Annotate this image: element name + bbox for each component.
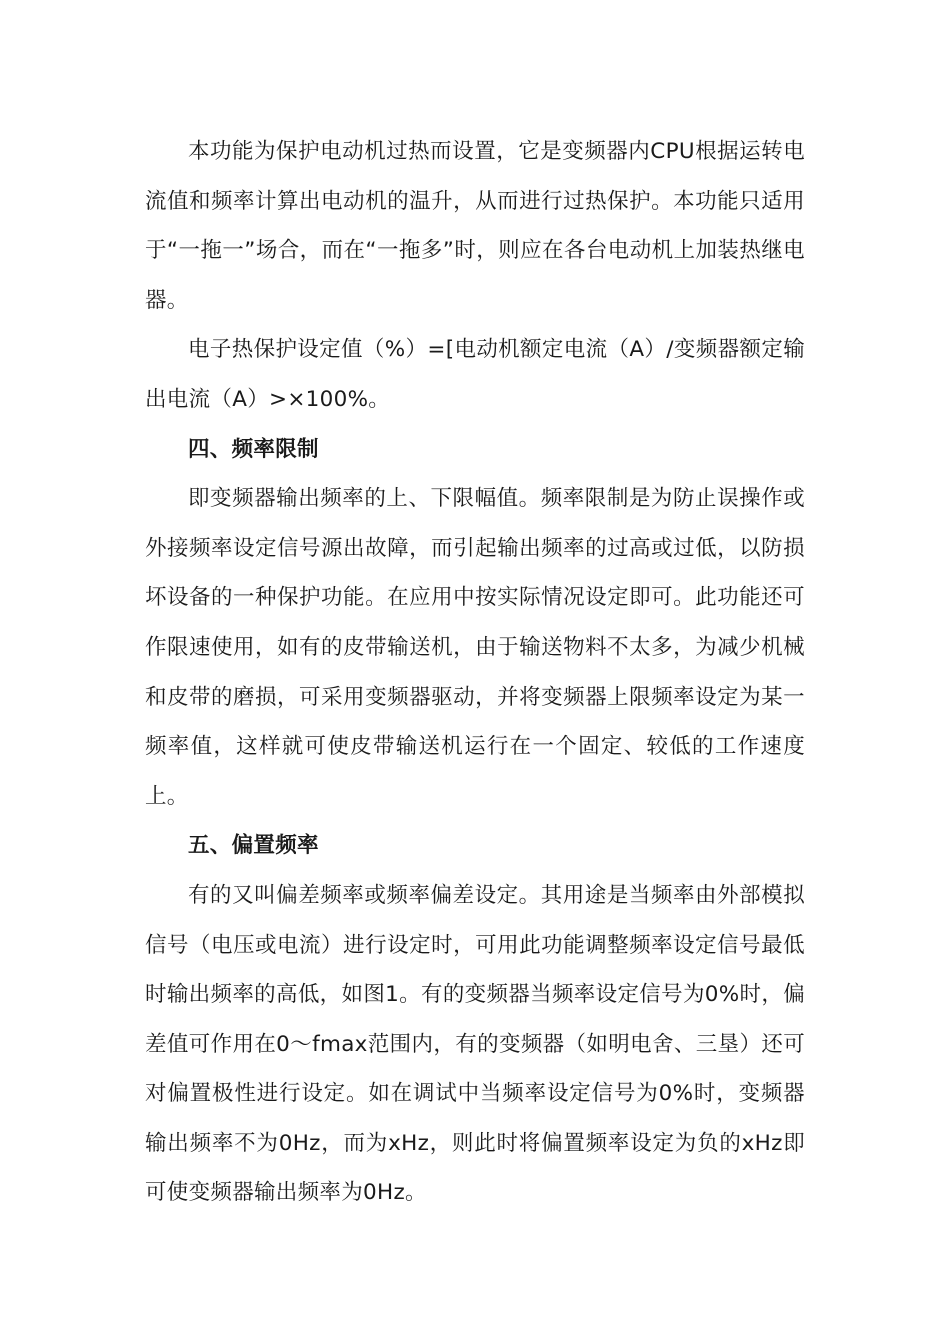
section-heading-frequency-limit: 四、频率限制 (188, 436, 319, 462)
paragraph-thermal-setting-formula: 电子热保护设定值（%）=[电动机额定电流（A）/变频器额定输出电流（A）>×100%。 (145, 337, 805, 412)
paragraph-bias-frequency: 有的又叫偏差频率或频率偏差设定。其用途是当频率由外部模拟信号（电压或电流）进行设定时，可用此功能调整频率设定信号最低时输出频率的高低，如图1。有的变频器当频率设定信号为0%时，偏差值可作用在0～fmax范围内，有的变频器（如明电舍、三垦）还可对偏置极性进行设定。如在调试中当频率设定信号为0%时，变频器输出频率不为0Hz，而为xHz，则此时将偏置频率设定为负的xHz即可使变频器输出频率为0Hz。 (145, 882, 805, 1206)
paragraph-overheat-protection: 本功能为保护电动机过热而设置，它是变频器内CPU根据运转电流值和频率计算出电动机的温升，从而进行过热保护。本功能只适用于“一拖一”场合，而在“一拖多”时，则应在各台电动机上加装热继电器。 (145, 139, 805, 313)
document-body (145, 127, 805, 1218)
paragraph-frequency-limit: 即变频器输出频率的上、下限幅值。频率限制是为防止误操作或外接频率设定信号源出故障，而引起输出频率的过高或过低，以防损坏设备的一种保护功能。在应用中按实际情况设定即可。此功能还可作限速使用，如有的皮带输送机，由于输送物料不太多，为减少机械和皮带的磨损，可采用变频器驱动，并将变频器上限频率设定为某一频率值，这样就可使皮带输送机运行在一个固定、较低的工作速度上。 (145, 486, 805, 809)
section-heading-bias-frequency: 五、偏置频率 (188, 833, 319, 859)
